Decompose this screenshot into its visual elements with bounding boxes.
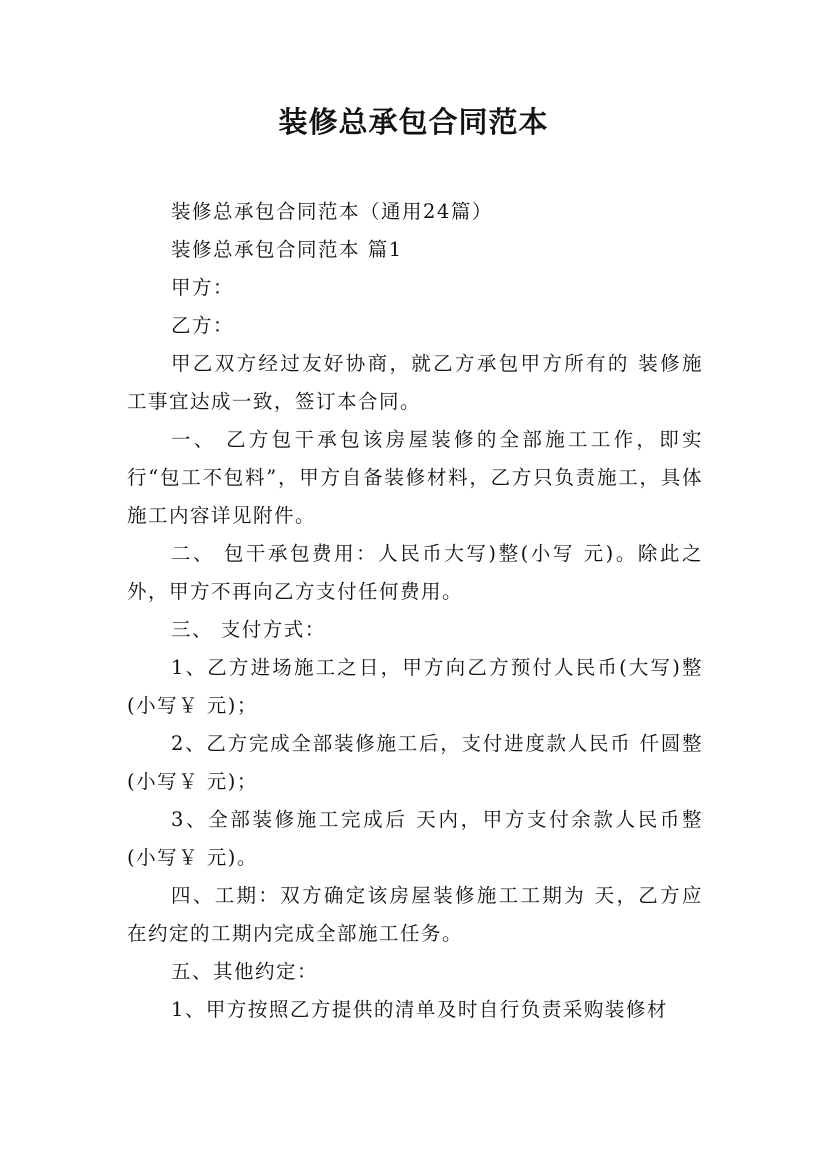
paragraph-payment-1: 1、乙方进场施工之日，甲方向乙方预付人民币(大写)整(小写￥ 元)；: [127, 656, 703, 717]
paragraph-clause-4: 四、工期：双方确定该房屋装修施工工期为 天，乙方应在约定的工期内完成全部施工任务。: [127, 884, 703, 945]
paragraph-party-a: 甲方：: [171, 276, 235, 299]
paragraph-party-b: 乙方：: [171, 314, 235, 337]
paragraph-section-title: 装修总承包合同范本 篇1: [171, 238, 403, 261]
document-title: 装修总承包合同范本: [278, 105, 549, 139]
document-body: [127, 193, 703, 1029]
paragraph-clause-3: 三、 支付方式：: [171, 618, 326, 641]
paragraph-payment-3: 3、全部装修施工完成后 天内，甲方支付余款人民币整(小写￥ 元)。: [127, 808, 703, 869]
paragraph-other-1: 1、甲方按照乙方提供的清单及时自行负责采购装修材: [171, 998, 668, 1021]
paragraph-payment-2: 2、乙方完成全部装修施工后，支付进度款人民币 仟圆整(小写￥ 元)；: [127, 732, 703, 793]
paragraph-heading: 装修总承包合同范本（通用24篇）: [171, 200, 493, 223]
paragraph-clause-1: 一、 乙方包干承包该房屋装修的全部施工工作，即实行“包工不包料”，甲方自备装修材料，乙方只负责施工，具体施工内容详见附件。: [127, 428, 703, 527]
paragraph-preamble: 甲乙双方经过友好协商，就乙方承包甲方所有的 装修施工事宜达成一致，签订本合同。: [127, 352, 703, 413]
paragraph-clause-5: 五、其他约定：: [171, 960, 319, 983]
paragraph-clause-2: 二、 包干承包费用：人民币大写)整(小写 元)。除此之外，甲方不再向乙方支付任何费用。: [127, 542, 703, 603]
